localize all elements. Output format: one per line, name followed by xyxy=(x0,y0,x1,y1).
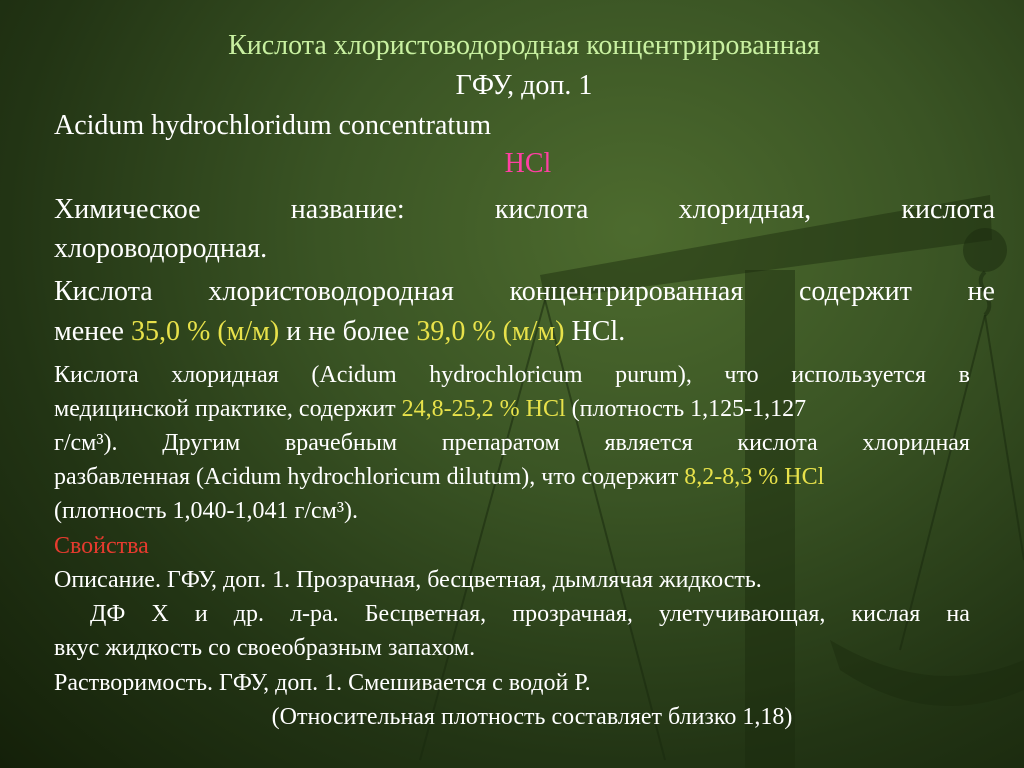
word: хлоридная xyxy=(862,430,970,456)
text-span: и не более xyxy=(279,316,417,347)
density-note: (Относительная плотность составляет близко 1,18) xyxy=(271,704,793,730)
word: ДФ xyxy=(90,601,126,627)
word: Другим xyxy=(162,430,241,456)
word: препаратом xyxy=(441,430,560,456)
purum-range: 24,8-25,2 % HCl xyxy=(401,396,566,422)
chemical-name-line xyxy=(54,194,995,226)
word: hydrochloricum xyxy=(429,362,583,388)
dilutum-range: 8,2-8,3 % HCl xyxy=(684,464,825,490)
word: Кислота xyxy=(54,362,139,388)
word: концентрированная xyxy=(509,276,744,307)
word: и xyxy=(194,601,208,627)
word: Х xyxy=(151,601,169,627)
paragraph-line xyxy=(54,362,970,389)
content-statement-line xyxy=(54,276,995,308)
word: кислота xyxy=(494,194,589,225)
word: в xyxy=(958,362,970,388)
paragraph-line xyxy=(54,396,806,423)
word: purum), xyxy=(615,362,692,388)
page-subtitle: ГФУ, доп. 1 xyxy=(455,70,593,101)
description-text: Описание. ГФУ, доп. 1. Прозрачная, бесцветная, дымлячая жидкость. xyxy=(54,567,762,593)
df-note-line xyxy=(90,601,970,628)
latin-name: Acidum hydrochloridum concentratum xyxy=(54,110,491,141)
chemical-formula: HCl xyxy=(504,148,552,179)
paragraph-line xyxy=(54,430,970,457)
content-statement-line xyxy=(54,316,625,348)
text-span: (плотность 1,125-1,127 xyxy=(565,396,807,422)
text-span: HCl. xyxy=(564,316,626,347)
section-heading: Свойства xyxy=(54,533,149,559)
word: хлоридная, xyxy=(678,194,812,225)
word: является xyxy=(604,430,693,456)
word: л-ра. xyxy=(290,601,339,627)
word: (Acidum xyxy=(311,362,397,388)
min-content-value: 35,0 % (м/м) xyxy=(131,316,280,347)
word: улетучивающая, xyxy=(658,601,826,627)
word: хлористоводородная xyxy=(208,276,454,307)
text-span: медицинской практике, содержит xyxy=(54,396,402,422)
word: врачебным xyxy=(284,430,398,456)
word: не xyxy=(967,276,995,307)
word: что xyxy=(724,362,759,388)
word: кислота xyxy=(737,430,818,456)
solubility-text: Растворимость. ГФУ, доп. 1. Смешивается с водой Р. xyxy=(54,670,591,696)
word: название: xyxy=(290,194,405,225)
paragraph-line: (плотность 1,040-1,041 г/см³). xyxy=(54,498,359,524)
word: содержит xyxy=(798,276,912,307)
page-title: Кислота хлористоводородная концентрированная xyxy=(228,30,820,61)
word: г/см³). xyxy=(54,430,118,456)
word: прозрачная, xyxy=(512,601,633,627)
word: кислая xyxy=(851,601,921,627)
word: хлоридная xyxy=(171,362,279,388)
paragraph-line xyxy=(54,464,824,491)
chemical-name-line: хлороводородная. xyxy=(54,233,268,264)
df-note-line: вкус жидкость со своеобразным запахом. xyxy=(54,635,476,661)
word: кислота xyxy=(901,194,995,225)
word: Химическое xyxy=(54,194,201,225)
word: Кислота xyxy=(54,276,153,307)
text-span: менее xyxy=(54,316,131,347)
word: используется xyxy=(791,362,926,388)
text-span: разбавленная (Acidum hydrochloricum dilutum), что содержит xyxy=(54,464,685,490)
word: на xyxy=(946,601,970,627)
word: др. xyxy=(233,601,264,627)
word: Бесцветная, xyxy=(364,601,487,627)
max-content-value: 39,0 % (м/м) xyxy=(416,316,565,347)
